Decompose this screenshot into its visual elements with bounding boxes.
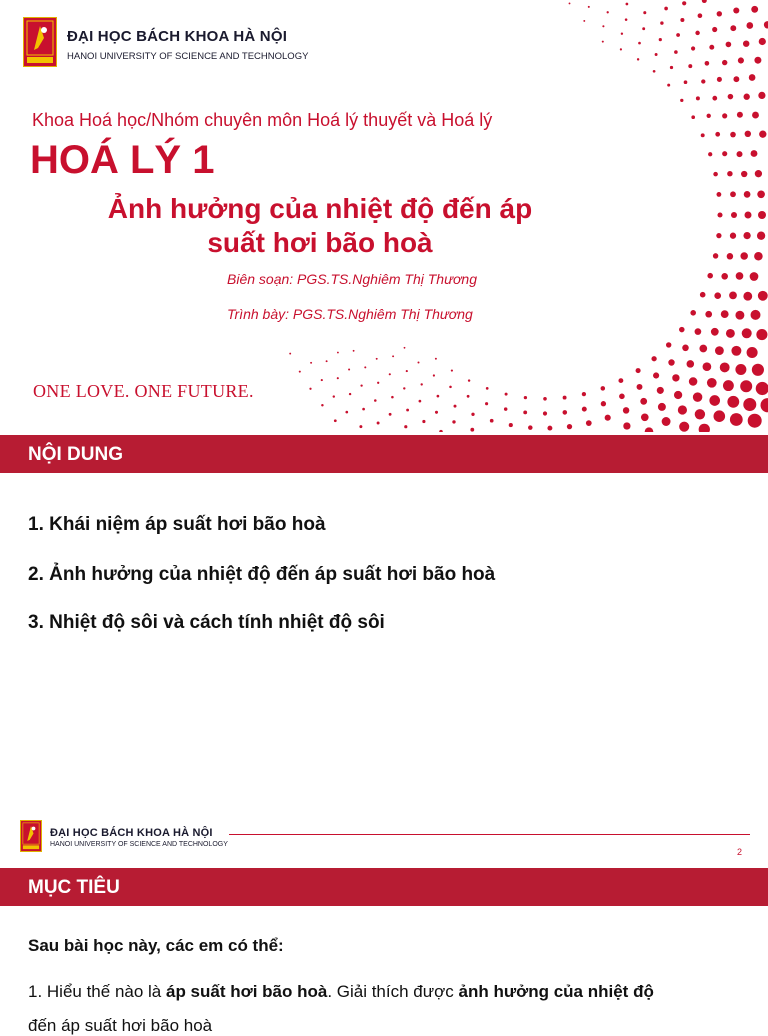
decorative-dot [700,292,706,298]
decorative-dot [708,152,712,156]
decorative-dot [758,291,768,301]
decorative-dot [437,395,440,398]
decorative-dot [310,362,312,364]
decorative-dot [643,11,646,14]
decorative-dot [707,114,711,118]
section-heading: MỤC TIÊU [28,877,120,898]
decorative-dot [668,359,674,365]
decorative-dot [691,115,695,119]
decorative-dot [715,132,720,137]
decorative-dot [684,80,688,84]
decorative-dot [711,328,719,336]
decorative-dot [621,33,623,35]
decorative-dot [682,1,686,5]
section-header-bar [0,435,768,473]
footer-divider [229,834,750,835]
decorative-dot [717,212,722,217]
decorative-dot [707,378,717,388]
decorative-dot [729,292,737,300]
decorative-dot [337,352,339,354]
presenter-line: Trình bày: PGS.TS.Nghiêm Thị Thương [227,306,473,322]
decorative-dot [743,40,749,46]
course-title: HOÁ LÝ 1 [30,138,215,182]
decorative-dot [730,233,736,239]
contents-slide [0,432,768,804]
decorative-dot [716,233,721,238]
decorative-dot [406,409,409,412]
decorative-dot [321,379,323,381]
decorative-dot [761,398,768,412]
decorative-dot [376,358,378,360]
decorative-dot [348,368,350,370]
decorative-dot [730,132,736,138]
decorative-dot [505,393,508,396]
university-subtitle: HANOI UNIVERSITY OF SCIENCE AND TECHNOLOGY [67,51,309,62]
university-logo [23,17,57,67]
decorative-dot [377,422,380,425]
decorative-dot [403,387,405,389]
decorative-dot [636,368,641,373]
logo-emblem-icon [24,18,56,66]
decorative-dot [682,345,689,352]
decorative-dot [419,400,422,403]
section-header-bar [0,868,768,906]
decorative-dot [717,77,722,82]
decorative-dot [705,61,710,66]
objective-item [28,982,654,1002]
decorative-dot [664,7,668,11]
decorative-dot [720,362,730,372]
decorative-dot [695,328,702,335]
decorative-dot [693,392,702,401]
decorative-dot [404,425,407,428]
decorative-dot [601,401,606,406]
objective-text: . Giải thích được [327,982,459,1001]
decorative-dot [660,21,663,24]
decorative-dot [696,96,700,100]
decorative-dot [746,22,753,29]
decorative-dot [392,355,394,357]
decorative-dot [757,232,765,240]
toc-item: 3. Nhiệt độ sôi và cách tính nhiệt độ sôi [28,612,385,633]
decorative-dot [722,151,727,156]
decorative-dot [744,94,750,100]
decorative-dot [744,211,751,218]
decorative-dot [747,347,758,358]
decorative-dot [705,311,712,318]
department-line: Khoa Hoá học/Nhóm chuyên môn Hoá lý thuyết và Hoá lý [32,110,493,130]
decorative-dot [563,410,568,415]
decorative-dot [377,382,379,384]
decorative-dot [588,6,590,8]
decorative-dot [655,53,658,56]
decorative-dot [759,38,766,45]
decorative-dot [333,395,335,397]
decorative-dot [722,60,727,65]
decorative-dot [672,374,679,381]
decorative-dot [751,6,758,13]
decorative-dot [638,42,641,45]
decorative-dot [582,392,586,396]
decorative-dot [743,398,756,411]
decorative-dot [764,21,768,28]
decorative-dot [748,414,762,428]
decorative-dot [687,360,695,368]
decorative-dot [740,252,748,260]
decorative-dot [744,191,751,198]
decorative-dot [547,426,552,431]
decorative-dot [689,377,698,386]
decorative-dot [404,347,406,349]
decorative-dot [625,18,628,21]
decorative-dot [569,2,571,4]
decorative-dot [523,410,527,414]
decorative-dot [433,374,435,376]
decorative-dot [666,342,671,347]
decorative-dot [709,395,720,406]
decorative-dot [321,404,323,406]
decorative-dot [667,84,670,87]
decorative-dot [735,311,744,320]
decorative-dot [751,310,761,320]
decorative-dot [726,329,735,338]
decorative-dot [490,419,494,423]
decorative-dot [657,387,664,394]
decorative-dot [714,292,721,299]
decorative-dot [735,364,746,375]
toc-item: 1. Khái niệm áp suất hơi bão hoà [28,514,326,535]
decorative-dot [723,380,734,391]
decorative-dot [714,410,726,422]
decorative-dot [374,399,377,402]
decorative-dot [309,388,311,390]
decorative-dot [623,422,630,429]
decorative-dot [721,310,729,318]
decorative-dot [524,396,527,399]
decorative-dot [752,112,759,119]
decorative-dot [698,13,703,18]
decorative-dot [582,407,587,412]
decorative-dot [468,379,470,381]
footer-logo [20,820,42,852]
decorative-dot [389,413,392,416]
decorative-dot [703,362,712,371]
decorative-dot [651,356,656,361]
decorative-dot [721,273,728,280]
decorative-dot [679,327,685,333]
decorative-dot [467,395,470,398]
decorative-dot [679,422,689,432]
decorative-dot [722,113,727,118]
logo-emblem-icon [21,821,41,851]
footer-university-subtitle: HANOI UNIVERSITY OF SCIENCE AND TECHNOLOGY [50,841,228,848]
decorative-dot [659,38,662,41]
decorative-dot [658,403,666,411]
decorative-dot [733,76,739,82]
decorative-dot [737,112,743,118]
decorative-dot [741,171,747,177]
footer-university-name: ĐẠI HỌC BÁCH KHOA HÀ NỘI [50,827,213,839]
decorative-dot [712,96,717,101]
decorative-dot [435,411,438,414]
decorative-dot [653,70,656,73]
decorative-dot [727,396,739,408]
toc-item: 2. Ảnh hưởng của nhiệt độ đến áp suất hơi bão hoà [28,564,496,585]
decorative-dot [528,425,533,430]
decorative-dot [726,42,732,48]
decorative-dot [653,372,659,378]
decorative-dot [641,413,649,421]
decorative-dot [717,11,722,16]
decorative-dot [702,0,707,3]
decorative-dot [750,272,759,281]
objective-keyword: áp suất hơi bão hoà [165,982,328,1001]
decorative-dot [756,329,767,340]
decorative-dot [674,391,682,399]
decorative-dot [676,33,680,37]
decorative-dot [759,131,766,138]
decorative-dot [695,409,705,419]
decorative-dot [731,346,741,356]
decorative-dot [755,170,762,177]
decorative-dot [688,64,692,68]
decorative-dot [680,99,683,102]
section-heading: NỘI DUNG [28,444,123,465]
decorative-dot [758,92,765,99]
objectives-slide [0,804,768,1035]
decorative-dot [449,386,452,389]
page-number: 2 [737,847,743,857]
decorative-dot [353,350,355,352]
decorative-dot [713,172,718,177]
decorative-dot [345,411,348,414]
decorative-dot [754,57,761,64]
title-slide [0,0,768,432]
decorative-dot [567,424,572,429]
decorative-dot [737,151,743,157]
decorative-dot [543,411,547,415]
decorative-dot [758,211,766,219]
decorative-dot [362,408,365,411]
decorative-dot [713,253,718,258]
decorative-dot [695,31,699,35]
decorative-dot [757,190,765,198]
decorative-dot [751,150,758,157]
decorative-dot [680,18,684,22]
decorative-dot [712,27,717,32]
slogan: ONE LOVE. ONE FUTURE. [33,381,254,401]
decorative-dot [620,48,622,50]
decorative-dot [730,25,736,31]
decorative-dot [709,45,714,50]
author-line: Biên soạn: PGS.TS.Nghiêm Thị Thương [227,271,477,287]
decorative-dot [678,405,687,414]
decorative-dot [670,66,673,69]
decorative-dot [740,380,752,392]
decorative-dot [359,425,362,428]
decorative-dot [334,419,337,422]
decorative-dot [752,364,764,376]
decorative-dot [642,27,645,30]
decorative-dot [637,384,643,390]
decorative-dot [486,387,489,390]
decorative-dot [451,370,453,372]
decorative-dot [743,292,752,301]
decorative-dot [730,191,736,197]
decorative-dot [728,94,734,100]
decorative-dot [452,420,455,423]
decorative-dot [485,402,488,405]
decorative-dot [602,41,604,43]
decorative-dot [360,384,362,386]
decorative-dot [619,393,625,399]
decorative-dot [543,397,547,401]
objectives-intro: Sau bài học này, các em có thể: [28,936,284,955]
decorative-dot [601,386,606,391]
decorative-dot [716,192,721,197]
decorative-dot [337,377,339,379]
lecture-subtitle: Ảnh hưởng của nhiệt độ đến áp suất hơi bão hoà [107,193,533,258]
decorative-dot [662,417,671,426]
decorative-dot [733,7,739,13]
decorative-dot [586,420,592,426]
decorative-dot [607,11,609,13]
decorative-dot [745,131,751,137]
page-number: 1 [737,413,743,423]
decorative-dot [690,310,696,316]
decorative-dot [715,346,724,355]
decorative-dot [738,57,744,63]
decorative-dot [618,378,623,383]
decorative-dot [391,396,394,399]
decorative-dot [422,420,425,423]
decorative-dot [637,58,639,60]
decorative-dot [749,74,756,81]
decorative-dot [509,423,513,427]
decorative-dot [691,46,695,50]
decorative-dot [701,79,705,83]
decorative-dot [435,358,437,360]
objective-item-continued: đến áp suất hơi bão hoà [28,1016,213,1035]
decorative-dot [623,407,629,413]
decorative-dot [364,366,366,368]
decorative-dot [701,133,705,137]
decorative-dot [743,232,750,239]
decorative-dot [640,398,647,405]
university-name: ĐẠI HỌC BÁCH KHOA HÀ NỘI [67,28,288,45]
decorative-dot [707,273,713,279]
decorative-dot [742,328,752,338]
decorative-dot [471,413,474,416]
decorative-dot [699,345,707,353]
decorative-dot [602,25,604,27]
decorative-dot [727,253,733,259]
decorative-dot [389,373,391,375]
decorative-dot [504,407,507,410]
decorative-dot [754,252,763,261]
decorative-dot [421,383,423,385]
decorative-dot [417,361,419,363]
decorative-dot [727,171,732,176]
decorative-dot [454,405,457,408]
decorative-dot [736,272,744,280]
decorative-dot [605,415,611,421]
decorative-dot [299,371,301,373]
decorative-dot [406,370,408,372]
objective-text: 1. Hiểu thế nào là [28,982,166,1001]
decorative-dot [674,50,678,54]
decorative-dot [349,393,351,395]
decorative-dot [626,3,629,6]
decorative-dot [731,212,737,218]
decorative-dot [583,20,585,22]
decorative-dot [289,353,291,355]
decorative-dot [756,382,768,395]
decorative-dot [563,396,567,400]
decorative-dot [326,360,328,362]
objective-keyword: ảnh hưởng của nhiệt độ [458,982,654,1001]
